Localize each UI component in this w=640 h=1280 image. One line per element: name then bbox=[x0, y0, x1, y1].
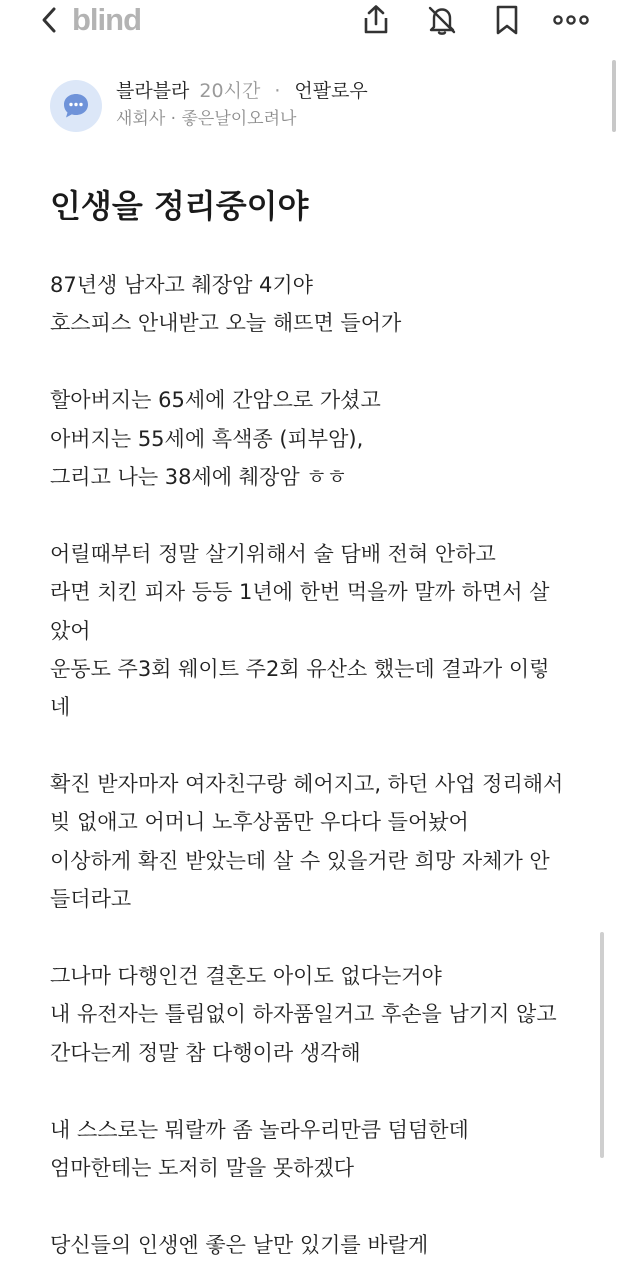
share-button[interactable] bbox=[360, 4, 392, 36]
body-line: 그리고 나는 38세에 췌장암 ㅎㅎ bbox=[50, 464, 347, 489]
body-line: 내 유전자는 틀림없이 하자품일거고 후손을 남기지 않고 bbox=[50, 1002, 557, 1027]
post-body bbox=[50, 266, 605, 1264]
body-blank-line bbox=[50, 1187, 605, 1225]
author-nickname[interactable]: 블라블라 bbox=[116, 80, 190, 102]
unfollow-button[interactable]: 언팔로우 bbox=[294, 80, 368, 102]
body-line: 빚 없애고 어머니 노후상품만 우다다 들어놨어 bbox=[50, 810, 469, 835]
post-title: 인생을 정리중이야 bbox=[50, 187, 309, 225]
author-line bbox=[116, 78, 368, 104]
body-line: 그나마 다행인건 결혼도 아이도 없다는거야 bbox=[50, 964, 442, 989]
bell-off-icon bbox=[426, 4, 458, 36]
bookmark-button[interactable] bbox=[491, 4, 523, 36]
body-blank-line bbox=[50, 496, 605, 534]
body-line: 87년생 남자고 췌장암 4기야 bbox=[50, 273, 313, 297]
share-icon bbox=[360, 4, 392, 36]
body-line: 확진 받자마자 여자친구랑 헤어지고, 하던 사업 정리해서 bbox=[50, 772, 564, 797]
body-line: 엄마한테는 도저히 말을 못하겠다 bbox=[50, 1155, 355, 1180]
body-line: 내 스스로는 뭐랄까 좀 놀라우리만큼 덤덤한데 bbox=[50, 1117, 469, 1142]
notifications-toggle[interactable] bbox=[426, 4, 458, 36]
brand-logo: blind bbox=[72, 2, 142, 37]
body-line: 라면 치킨 피자 등등 1년에 한번 먹을까 말까 하면서 살 bbox=[50, 580, 550, 605]
avatar[interactable] bbox=[50, 80, 102, 132]
author-info bbox=[50, 78, 590, 138]
body-line: 아버지는 55세에 흑색종 (피부암), bbox=[50, 426, 364, 451]
body-line: 어릴때부터 정말 살기위해서 술 담배 전혀 안하고 bbox=[50, 541, 496, 566]
post-time: 20시간 bbox=[199, 80, 261, 102]
body-line: 간다는게 정말 참 다행이라 생각해 bbox=[50, 1040, 361, 1065]
more-horizontal-icon bbox=[553, 4, 589, 36]
top-toolbar bbox=[0, 0, 640, 40]
back-button[interactable] bbox=[38, 6, 62, 34]
chat-bubble-icon bbox=[61, 91, 91, 121]
chevron-left-icon bbox=[38, 6, 62, 34]
body-blank-line bbox=[50, 919, 605, 957]
body-line: 당신들의 인생엔 좋은 날만 있기를 바랄게 bbox=[50, 1232, 429, 1257]
more-button[interactable] bbox=[553, 4, 589, 36]
body-line: 할아버지는 65세에 간암으로 가셨고 bbox=[50, 388, 381, 413]
scrollbar-thumb[interactable] bbox=[612, 60, 616, 132]
separator-dot: · bbox=[274, 80, 281, 102]
bookmark-icon bbox=[491, 4, 523, 36]
author-company: 새회사 · 좋은날이오려나 bbox=[116, 109, 297, 129]
body-line: 았어 bbox=[50, 618, 91, 643]
body-line: 이상하게 확진 받았는데 살 수 있을거란 희망 자체가 안 bbox=[50, 848, 550, 873]
body-line: 운동도 주3회 웨이트 주2회 유산소 했는데 결과가 이렇 bbox=[50, 656, 550, 681]
body-line: 들더라고 bbox=[50, 887, 132, 912]
body-blank-line bbox=[50, 1072, 605, 1110]
body-line: 호스피스 안내받고 오늘 해뜨면 들어가 bbox=[50, 311, 402, 336]
body-blank-line bbox=[50, 727, 605, 765]
body-line: 네 bbox=[50, 695, 71, 720]
body-blank-line bbox=[50, 343, 605, 381]
